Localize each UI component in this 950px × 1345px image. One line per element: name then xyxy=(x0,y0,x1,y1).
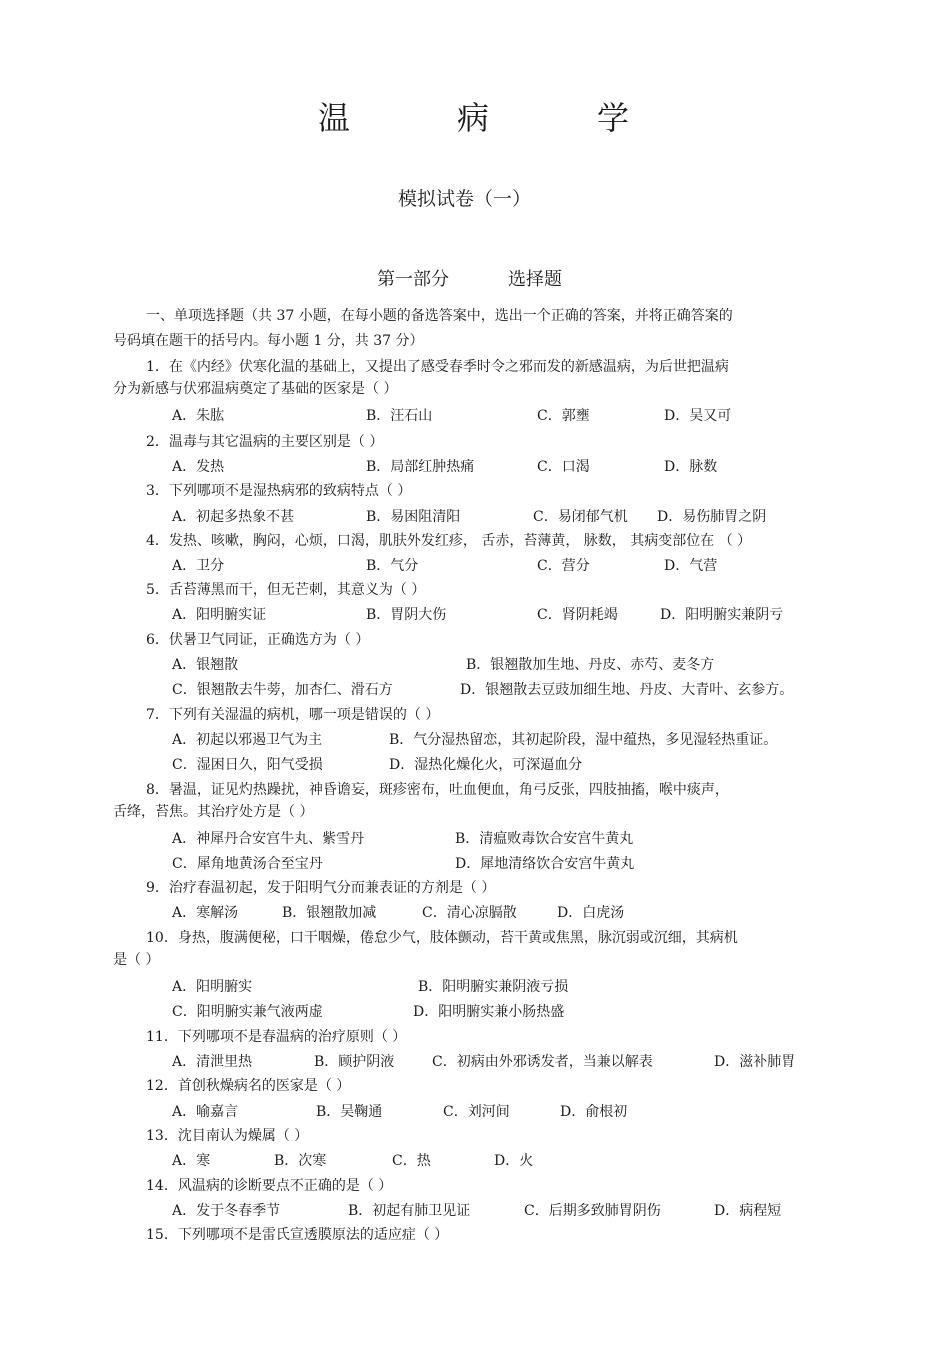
question-14-stem: 14．风温病的诊断要点不正确的是（ ） xyxy=(146,1178,393,1194)
question-2-option-a: A．发热 xyxy=(172,459,225,475)
question-6-option-a: A．银翘散 xyxy=(172,657,239,673)
question-10-option-c: C．阳明腑实兼气液两虚 xyxy=(172,1004,323,1020)
question-5-option-d: D．阳明腑实兼阴亏 xyxy=(660,607,784,623)
question-5-option-c: C．肾阴耗竭 xyxy=(537,607,618,623)
question-4-option-a: A．卫分 xyxy=(172,558,225,574)
question-12-option-d: D．俞根初 xyxy=(560,1104,628,1120)
question-3-option-a: A．初起多热象不甚 xyxy=(172,509,295,525)
question-10-option-d: D．阳明腑实兼小肠热盛 xyxy=(413,1004,565,1020)
question-4-stem: 4．发热、咳嗽，胸闷，心烦，口渴，肌肤外发红疹， 舌赤，苔薄黄， 脉数， 其病变部位在 （ ） xyxy=(146,533,752,549)
question-4-option-c: C．营分 xyxy=(537,558,590,574)
question-8-stem-line-1: 8．暑温，证见灼热躁扰，神昏谵妄，斑疹密布，吐血便血，角弓反张，四肢抽搐，喉中痰声， xyxy=(146,782,729,798)
question-1-option-b: B．汪石山 xyxy=(366,408,433,424)
question-5-option-a: A．阳明腑实证 xyxy=(172,607,267,623)
question-11-option-d: D．滋补肺胃 xyxy=(714,1054,796,1070)
question-6-option-b: B．银翘散加生地、丹皮、赤芍、麦冬方 xyxy=(466,657,715,673)
question-3-stem: 3．下列哪项不是湿热病邪的致病特点（ ） xyxy=(146,483,412,499)
question-2-option-d: D．脉数 xyxy=(664,459,718,475)
question-1-option-a: A．朱肱 xyxy=(172,408,225,424)
question-8-stem-line-2: 舌绛，苔焦。其治疗处方是（ ） xyxy=(113,804,314,820)
question-14-option-c: C．后期多致肺胃阴伤 xyxy=(524,1203,661,1219)
question-13-option-a: A．寒 xyxy=(172,1153,211,1169)
question-13-option-b: B．次寒 xyxy=(274,1153,327,1169)
question-12-stem: 12．首创秋燥病名的医家是（ ） xyxy=(146,1078,351,1094)
question-13-option-c: C．热 xyxy=(392,1153,431,1169)
question-10-stem-line-1: 10．身热，腹满便秘，口干咽燥，倦怠少气，肢体颤动，苔干黄或焦黑，脉沉弱或沉细，其病机 xyxy=(146,930,738,946)
question-10-option-b: B．阳明腑实兼阴液亏损 xyxy=(418,979,569,995)
question-1-option-d: D．吴又可 xyxy=(664,408,732,424)
question-14-option-b: B．初起有肺卫见证 xyxy=(348,1203,471,1219)
question-6-stem: 6．伏暑卫气同证，正确选方为（ ） xyxy=(146,632,370,648)
question-7-option-d: D．湿热化燥化火，可深逼血分 xyxy=(389,757,583,773)
section-name: 选择题 xyxy=(508,269,562,290)
question-14-option-a: A．发于冬春季节 xyxy=(172,1203,281,1219)
question-8-option-c: C．犀角地黄汤合至宝丹 xyxy=(172,856,323,872)
question-9-option-d: D．白虎汤 xyxy=(557,905,625,921)
question-1-option-c: C．郭壅 xyxy=(537,408,590,424)
question-9-option-a: A．寒解汤 xyxy=(172,905,239,921)
question-4-option-b: B．气分 xyxy=(366,558,419,574)
question-14-option-d: D．病程短 xyxy=(714,1203,782,1219)
question-8-option-a: A．神犀丹合安宫牛丸、紫雪丹 xyxy=(172,831,365,847)
question-2-option-c: C．口渴 xyxy=(537,459,590,475)
subtitle: 模拟试卷（一） xyxy=(398,188,532,210)
question-5-stem: 5．舌苔薄黑而干，但无芒刺，其意义为（ ） xyxy=(146,582,426,598)
question-7-option-b: B．气分湿热留恋，其初起阶段，湿中蕴热，多见湿轻热重证。 xyxy=(389,732,778,748)
question-9-option-c: C．清心凉膈散 xyxy=(422,905,517,921)
question-4-option-d: D．气营 xyxy=(664,558,718,574)
question-3-option-d: D．易伤肺胃之阴 xyxy=(657,509,767,525)
question-8-option-d: D．犀地清络饮合安宫牛黄丸 xyxy=(455,856,635,872)
question-15-stem: 15．下列哪项不是雷氏宣透膜原法的适应症（ ） xyxy=(146,1227,449,1243)
question-12-option-c: C．刘河间 xyxy=(443,1104,510,1120)
question-8-option-b: B．清瘟败毒饮合安宫牛黄丸 xyxy=(455,831,634,847)
question-11-option-c: C．初病由外邪诱发者，当兼以解表 xyxy=(432,1054,653,1070)
question-1-stem-line-2: 分为新感与伏邪温病奠定了基础的医家是（ ） xyxy=(113,381,398,397)
question-11-option-a: A．清泄里热 xyxy=(172,1054,253,1070)
title-char-2: 病 xyxy=(457,99,490,137)
question-9-option-b: B．银翘散加减 xyxy=(282,905,377,921)
section-part: 第一部分 xyxy=(377,269,449,290)
question-13-option-d: D．火 xyxy=(494,1153,534,1169)
question-6-option-d: D．银翘散去豆豉加细生地、丹皮、大青叶、玄参方。 xyxy=(460,682,794,698)
question-7-stem: 7．下列有关湿温的病机，哪一项是错误的（ ） xyxy=(146,707,440,723)
question-10-option-a: A．阳明腑实 xyxy=(172,979,253,995)
question-6-option-c: C．银翘散去牛蒡，加杏仁、滑石方 xyxy=(172,682,393,698)
question-11-option-b: B．顾护阴液 xyxy=(314,1054,395,1070)
instructions-line-2: 号码填在题干的括号内。每小题 1 分，共 37 分） xyxy=(113,333,424,349)
question-5-option-b: B．胃阴大伤 xyxy=(366,607,447,623)
question-1-stem-line-1: 1．在《内经》伏寒化温的基础上，又提出了感受春季时令之邪而发的新感温病，为后世把温病 xyxy=(146,359,729,375)
question-2-option-b: B．局部红肿热痛 xyxy=(366,459,475,475)
question-3-option-c: C．易闭郁气机 xyxy=(533,509,628,525)
question-3-option-b: B．易困阻清阳 xyxy=(366,509,461,525)
question-7-option-c: C．湿困日久，阳气受损 xyxy=(172,757,323,773)
question-13-stem: 13．沈目南认为燥属（ ） xyxy=(146,1128,309,1144)
question-12-option-b: B．吴鞠通 xyxy=(316,1104,383,1120)
question-12-option-a: A．喻嘉言 xyxy=(172,1104,239,1120)
question-11-stem: 11．下列哪项不是春温病的治疗原则（ ） xyxy=(146,1029,407,1045)
title-char-1: 温 xyxy=(318,99,351,137)
question-2-stem: 2．温毒与其它温病的主要区别是（ ） xyxy=(146,434,384,450)
question-7-option-a: A．初起以邪遏卫气为主 xyxy=(172,732,323,748)
title-char-3: 学 xyxy=(597,99,630,137)
question-10-stem-line-2: 是（ ） xyxy=(113,952,160,968)
question-9-stem: 9．治疗春温初起，发于阳明气分而兼表证的方剂是（ ） xyxy=(146,880,496,896)
instructions-line-1: 一、单项选择题（共 37 小题，在每小题的备选答案中，选出一个正确的答案，并将正确答案的 xyxy=(146,308,733,324)
